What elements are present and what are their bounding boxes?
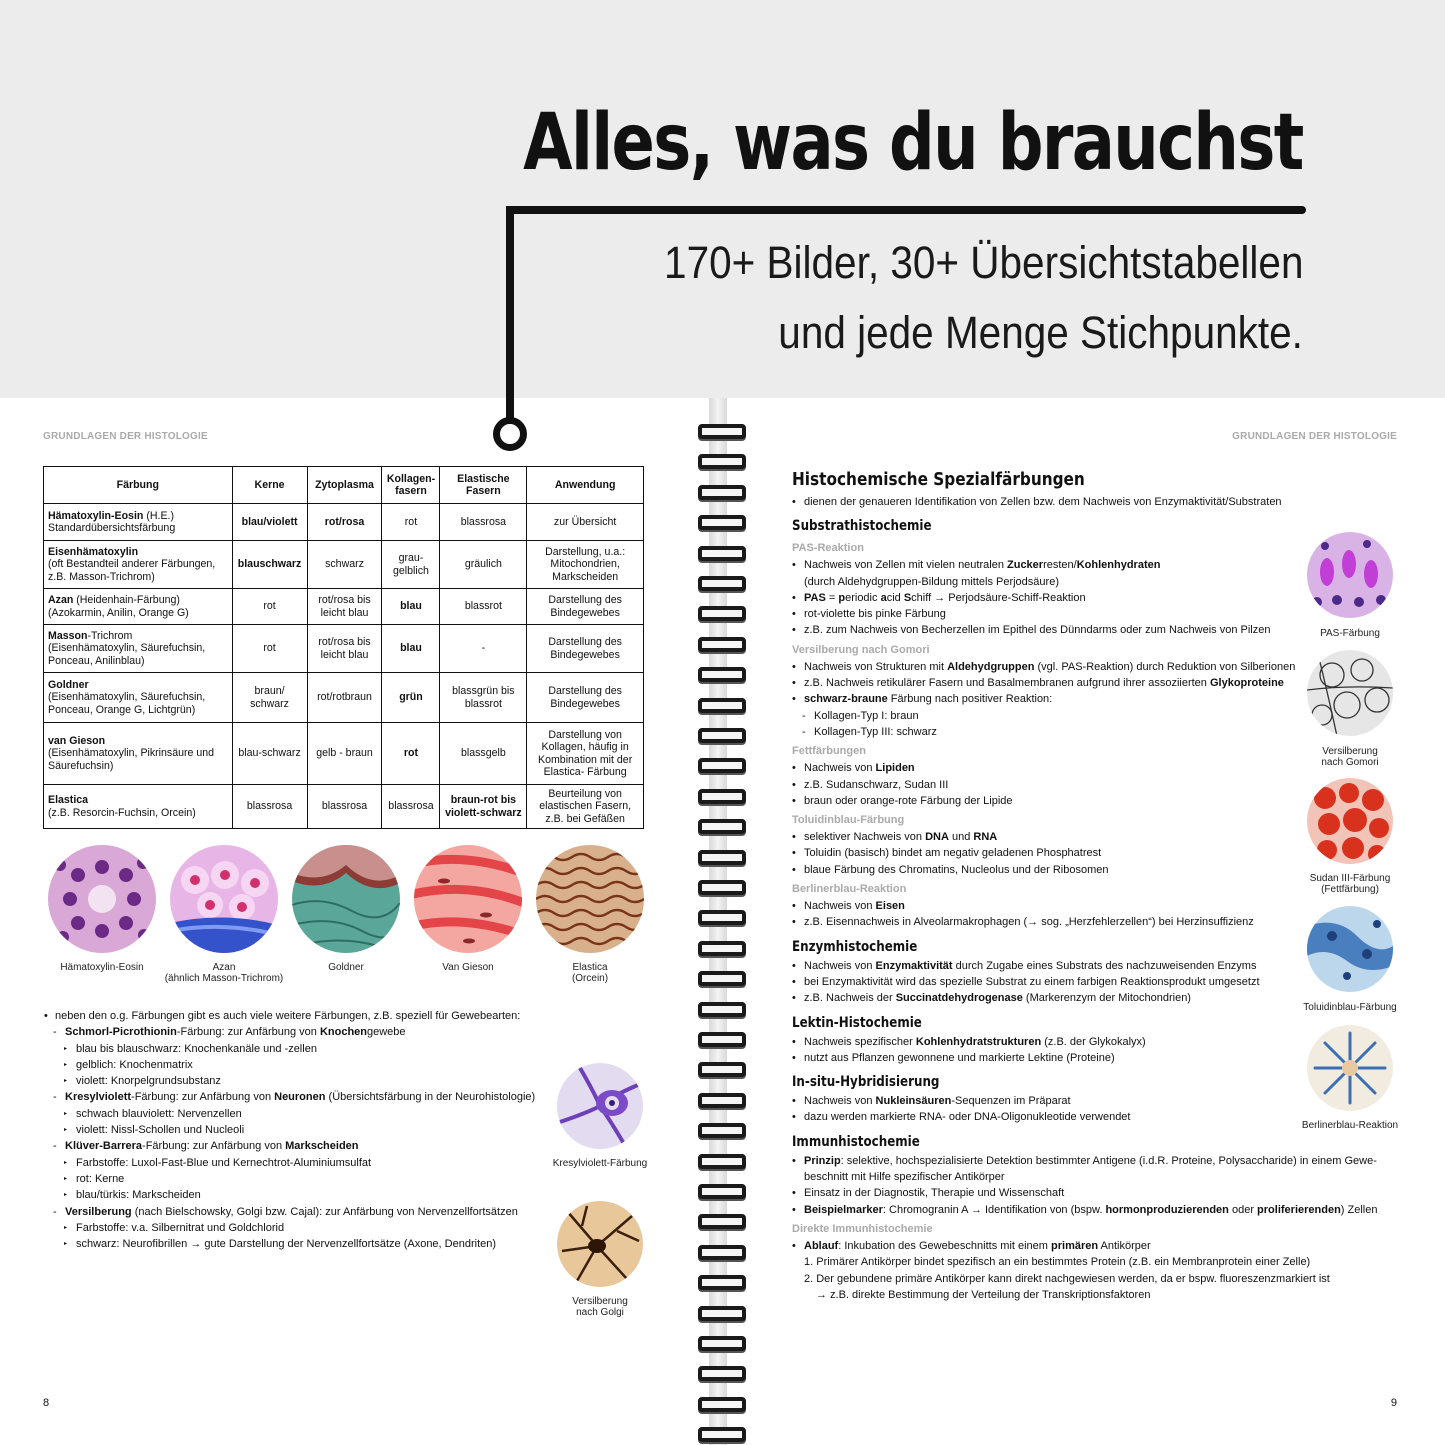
stain-name: Elastica [48, 794, 89, 807]
subsection-heading: Fettfärbungen [792, 745, 866, 758]
zytoplasma-cell: rot/rosa bis leicht blau [307, 625, 382, 673]
bold-text: proliferierenden [1257, 1203, 1341, 1216]
text: (z.B. der Glykokalyx) [1041, 1035, 1146, 1048]
goldner-stain-image [292, 845, 400, 953]
binding-ring [698, 1214, 746, 1229]
bold-text: Aldehydgruppen [947, 660, 1035, 673]
list-bold: Neuronen [274, 1091, 326, 1104]
text: Nachweis von Zellen mit vielen neutralen [804, 559, 1007, 572]
kerne-cell: braun/ schwarz [232, 673, 307, 723]
binding-ring [698, 819, 746, 834]
binding-ring [698, 1032, 746, 1047]
bold-text: DNA [925, 831, 949, 844]
list-item: • dazu werden markierte RNA- oder DNA-Oligonukleotide verwendet [792, 1109, 1392, 1125]
section-heading: Enzymhistochemie [792, 938, 918, 955]
text: = [825, 591, 839, 604]
special-stains-list [43, 1008, 553, 1252]
headline: Alles, was du brauchst [523, 98, 1303, 188]
list-text: -Färbung: zur Anfärbung von [142, 1140, 286, 1153]
stain-name: Hämatoxylin-Eosin [48, 509, 144, 522]
kerne-cell: blauschwarz [232, 541, 307, 589]
page-number-left: 8 [43, 1397, 50, 1409]
binding-ring [698, 1002, 746, 1017]
list-item [792, 1034, 1392, 1050]
text: Färbung nach positiver Reaktion: [887, 693, 1053, 706]
list-item: ▸ Farbstoffe: Luxol-Fast-Blue und Kernechtrot-Aluminiumsulfat [43, 1155, 553, 1171]
list-text: -Färbung: zur Anfärbung von [176, 1026, 320, 1039]
toluidin-stain-image [1307, 906, 1393, 992]
elastische-fasern-cell: blassrosa [440, 504, 527, 541]
binding-ring [698, 667, 746, 682]
stain-description: (Azokarmin, Anilin, Orange G) [48, 606, 189, 619]
text: : Inkubation des Gewebeschnitts mit einem [838, 1239, 1052, 1252]
caption-line: Azan [212, 962, 236, 973]
list-bold: Kresylviolett [65, 1091, 132, 1104]
stain-description: (Eisenhämatoxylin, Säurefuchsin, Ponceau, Orange G, Lichtgrün) [48, 691, 206, 716]
stain-name: Eisenhämatoxylin [48, 546, 139, 559]
text: z.B. Nachweis retikulärer Fasern und Basalmembranen aufgrund ihrer assoziierten [804, 677, 1210, 690]
list-item [43, 1204, 553, 1220]
van-gieson-stain-image [414, 845, 522, 953]
bold-text: Eisen [875, 900, 905, 913]
caption-line: nach Gomori [1321, 757, 1379, 768]
page-title: Histochemische Spezialfärbungen [792, 469, 1085, 490]
list-text: -Färbung: zur Anfärbung von [131, 1091, 275, 1104]
stain-name-cell [44, 541, 233, 589]
list-item: • rot-violette bis pinke Färbung [792, 606, 1392, 622]
list-bold: Schmorl-Picrothionin [65, 1026, 177, 1039]
stain-description: (Eisenhämatoxylin, Pikrinsäure und Säurefuchsin) [48, 747, 215, 772]
list-item: ▸ Farbstoffe: v.a. Silbernitrat und Goldchlorid [43, 1220, 553, 1236]
anwendung-cell: Darstellung des Bindegewebes [527, 625, 644, 673]
list-item: ▸ blau bis blauschwarz: Knochenkanäle und -zellen [43, 1041, 553, 1057]
stain-name-cell [44, 589, 233, 625]
list-item: • z.B. Sudanschwarz, Sudan III [792, 777, 1392, 793]
binding-ring [698, 424, 746, 439]
caption-line: Hämatoxylin-Eosin [60, 962, 144, 973]
text: Nachweis von [804, 900, 876, 913]
page-number-right: 9 [1390, 1397, 1397, 1409]
stain-name-cell [44, 625, 233, 673]
list-item: • neben den o.g. Färbungen gibt es auch viele weitere Färbungen, z.B. speziell für Gewebearten: [43, 1008, 553, 1024]
text: Nachweis von [804, 1095, 876, 1108]
list-item [792, 1202, 1392, 1218]
text: (Markerenzym der Mitochondrien) [1022, 992, 1191, 1005]
running-head-right: GRUNDLAGEN DER HISTOLOGIE [1232, 431, 1397, 442]
stain-table [43, 466, 644, 829]
elastische-fasern-cell: - [440, 625, 527, 673]
anwendung-cell: Darstellung von Kollagen, häufig in Kombination mit der Elastica- Färbung [527, 723, 644, 785]
bold-text: primären [1051, 1239, 1099, 1252]
binding-ring [698, 1366, 746, 1381]
table-row [44, 589, 644, 625]
stain-description: (Eisenhämatoxylin, Säurefuchsin, Ponceau, Anilinblau) [48, 642, 206, 667]
bold-text: a [880, 591, 887, 604]
kerne-cell: rot [232, 625, 307, 673]
binding-ring [698, 1093, 746, 1108]
berliner-stain-image [1307, 1025, 1393, 1111]
binding-ring [698, 1275, 746, 1290]
caption-line: (Orcein) [571, 973, 609, 984]
kerne-cell: rot [232, 589, 307, 625]
list-item [792, 691, 1392, 707]
list-item [792, 1153, 1392, 1169]
bold-text: Zucker [1007, 559, 1044, 572]
list-item-continuation: beschnitt mit Hilfe spezifischer Antikörper [804, 1171, 1005, 1184]
list-item: • z.B. Eisennachweis in Alveolarmakrophagen (→ sog. „Herzfehlerzellen“) bei Herzinsuffizienz [792, 914, 1392, 930]
text: Nachweis von [804, 762, 876, 775]
binding-ring [698, 485, 746, 500]
gomori-stain-image [1307, 650, 1393, 736]
elastische-fasern-cell: braun-rot bis violett-schwarz [440, 785, 527, 829]
kollagen-cell: blassrosa [382, 785, 440, 829]
list-item [43, 1024, 553, 1040]
binding-ring [698, 1397, 746, 1412]
bold-text: RNA [973, 831, 998, 844]
list-bold: Knochen [319, 1026, 367, 1039]
kollagen-cell: grün [382, 673, 440, 723]
section-heading: Immunhistochemie [792, 1133, 920, 1150]
caption-sudan [1299, 873, 1401, 895]
bold-text: Glykoproteine [1209, 677, 1284, 690]
column-header: Anwendung [527, 467, 644, 504]
bold-text: hormonproduzierenden [1105, 1203, 1229, 1216]
list-text: (Übersichtsfärbung in der Neurohistologie) [325, 1091, 536, 1104]
subsection-heading: Direkte Immunhistochemie [792, 1222, 933, 1235]
stain-name-suffix: (H.E.) [143, 509, 174, 522]
binding-ring [698, 910, 746, 925]
list-item: ▸ schwarz: Neurofibrillen → gute Darstellung der Nervenzellfortsätze (Axone, Dendriten) [43, 1236, 553, 1252]
caption-pas: PAS-Färbung [1320, 628, 1380, 639]
binding-ring [698, 637, 746, 652]
text: (vgl. PAS-Reaktion) durch Reduktion von Silberionen [1034, 660, 1296, 673]
kollagen-cell: grau-gelblich [382, 541, 440, 589]
caption-gomori [1299, 746, 1401, 768]
text: z.B. Nachweis der [804, 992, 896, 1005]
caption-elastica [532, 962, 648, 984]
text: und [948, 831, 974, 844]
list-item: • bei Enzymaktivität wird das spezielle Substrat zu einem farbigen Reaktionsprodukt umgesetzt [792, 974, 1392, 990]
table-header-row [44, 467, 644, 504]
zytoplasma-cell: rot/rotbraun [307, 673, 382, 723]
bold-text: p [838, 591, 846, 604]
list-item: ▸ violett: Nissl-Schollen und Nucleoli [43, 1122, 553, 1138]
caption-line: (ähnlich Masson-Trichrom) [164, 973, 284, 984]
bold-text: S [903, 591, 912, 604]
text: resten/ [1043, 559, 1077, 572]
elastische-fasern-cell: gräulich [440, 541, 527, 589]
section-heading: Substrathistochemie [792, 518, 932, 535]
stain-name-suffix: -Trichrom [87, 630, 133, 643]
elastica-stain-image [536, 845, 644, 953]
text: eriodic [845, 591, 881, 604]
caption-berliner: Berlinerblau-Reaktion [1301, 1120, 1399, 1131]
list-item: • Toluidin (basisch) bindet am negativ geladenen Phosphatrest [792, 845, 1392, 861]
list-item [792, 1093, 1392, 1109]
stain-name-suffix: (Heidenhain-Färbung) [73, 594, 180, 607]
bold-text: Beispielmarker [804, 1203, 883, 1216]
column-header: Kerne [232, 467, 307, 504]
text: Antikörper [1098, 1239, 1151, 1252]
anwendung-cell: Beurteilung von elastischen Fasern, z.B. bei Gefäßen [527, 785, 644, 829]
stain-name-cell [44, 785, 233, 829]
he-stain-image [48, 845, 156, 953]
list-item [43, 1089, 553, 1105]
running-head-left: GRUNDLAGEN DER HISTOLOGIE [43, 431, 208, 442]
table-row [44, 723, 644, 785]
list-item: • z.B. zum Nachweis von Becherzellen im Epithel des Dünndarms oder zum Nachweis von Pilzen [792, 622, 1392, 638]
zytoplasma-cell: schwarz [307, 541, 382, 589]
bold-text: Nukleinsäuren [875, 1095, 952, 1108]
stain-name: Goldner [48, 679, 89, 692]
section-heading: Lektin-Histochemie [792, 1014, 922, 1031]
caption-line: Versilberung [572, 1296, 628, 1307]
bold-text: Enzymaktivität [875, 959, 953, 972]
zytoplasma-cell: gelb - braun [307, 723, 382, 785]
binding-ring [698, 1427, 746, 1442]
anwendung-cell: zur Übersicht [527, 504, 644, 541]
stain-name: Masson [48, 630, 88, 643]
list-item: ▸ violett: Knorpelgrundsubstanz [43, 1073, 553, 1089]
text: Nachweis von [804, 959, 876, 972]
list-item: ▸ schwach blauviolett: Nervenzellen [43, 1106, 553, 1122]
caption-kresyl: Kresylviolett-Färbung [552, 1158, 648, 1169]
list-item [792, 659, 1392, 675]
list-item: • braun oder orange-rote Färbung der Lipide [792, 793, 1392, 809]
kollagen-cell: blau [382, 625, 440, 673]
anwendung-cell: Darstellung des Bindegewebes [527, 673, 644, 723]
caption-line: Elastica [572, 962, 608, 973]
golgi-stain-image [557, 1201, 643, 1287]
binding-ring [698, 1306, 746, 1321]
caption-line: (Fettfärbung) [1321, 884, 1379, 895]
list-item: • nutzt aus Pflanzen gewonnene und markierte Lektine (Proteine) [792, 1050, 1392, 1066]
binding-ring [698, 546, 746, 561]
kollagen-cell: rot [382, 723, 440, 785]
caption-line: Versilberung [1322, 746, 1378, 757]
anwendung-cell: Darstellung, u.a.: Mitochondrien, Markscheiden [527, 541, 644, 589]
caption-he [44, 962, 160, 973]
binding-ring [698, 606, 746, 621]
list-item: ▸ blau/türkis: Markscheiden [43, 1187, 553, 1203]
subsection-heading: PAS-Reaktion [792, 542, 864, 555]
list-item [792, 898, 1392, 914]
subline-1: 170+ Bilder, 30+ Übersichtstabellen [663, 237, 1303, 288]
list-text: gewebe [367, 1026, 406, 1039]
list-item [792, 590, 1392, 606]
bold-text: Kohlenhydraten [1076, 559, 1161, 572]
list-subitem: - Kollagen-Typ I: braun [792, 708, 1392, 724]
column-header: Elastische Fasern [440, 467, 527, 504]
anwendung-cell: Darstellung des Bindegewebes [527, 589, 644, 625]
caption-line: Goldner [328, 962, 364, 973]
connector-line-horizontal [506, 206, 1306, 214]
elastische-fasern-cell: blassgrün bis blassrot [440, 673, 527, 723]
list-bold: Markscheiden [285, 1140, 359, 1153]
list-item: • blaue Färbung des Chromatins, Nucleolus und der Ribosomen [792, 862, 1392, 878]
numbered-item: 1. Primärer Antikörper bindet spezifisch an ein bestimmtes Protein (z.B. ein Membranprotein einer Zelle) [804, 1256, 1311, 1269]
caption-azan [156, 962, 292, 984]
binding-ring [698, 941, 746, 956]
table-row [44, 785, 644, 829]
binding-ring [698, 454, 746, 469]
binding-ring [698, 1062, 746, 1077]
text: oder [1228, 1203, 1258, 1216]
column-header: Zytoplasma [307, 467, 382, 504]
binding-ring [698, 728, 746, 743]
table-row [44, 541, 644, 589]
caption-toluidin: Toluidinblau-Färbung [1303, 1002, 1397, 1013]
subsection-heading: Toluidinblau-Färbung [792, 814, 905, 827]
kerne-cell: blau-schwarz [232, 723, 307, 785]
text: : selektive, hochspezialisierte Detektion bestimmter Antigene (i.d.R. Proteine, Polysaccharide) in einem Gewe- [840, 1154, 1377, 1167]
sudan-stain-image [1307, 778, 1393, 864]
list-item: • dienen der genaueren Identifikation von Zellen bzw. dem Nachweis von Enzymaktivität/Substraten [792, 494, 1392, 510]
text: Nachweis von Strukturen mit [804, 660, 948, 673]
list-bold: Klüver-Barrera [65, 1140, 143, 1153]
caption-golgi [545, 1296, 655, 1318]
kerne-cell: blau/violett [232, 504, 307, 541]
binding-ring [698, 1245, 746, 1260]
binding-ring [698, 515, 746, 530]
kollagen-cell: rot [382, 504, 440, 541]
list-text: (nach Bielschowsky, Golgi bzw. Cajal): zur Anfärbung von Nervenzellfortsätzen [131, 1205, 518, 1218]
zytoplasma-cell: blassrosa [307, 785, 382, 829]
subline-2: und jede Menge Stichpunkte. [778, 307, 1303, 358]
kerne-cell: blassrosa [232, 785, 307, 829]
table-row [44, 625, 644, 673]
elastische-fasern-cell: blassgelb [440, 723, 527, 785]
list-item [792, 557, 1392, 573]
binding-ring [698, 576, 746, 591]
caption-line: Sudan III-Färbung [1309, 873, 1391, 884]
binding-ring [698, 789, 746, 804]
kollagen-cell: blau [382, 589, 440, 625]
text: ) Zellen [1340, 1203, 1378, 1216]
stain-name: Azan [48, 594, 74, 607]
binding-ring [698, 758, 746, 773]
binding-ring [698, 1154, 746, 1169]
bold-text: Ablauf [804, 1239, 839, 1252]
stain-name-cell [44, 673, 233, 723]
list-bold: Versilberung [65, 1205, 132, 1218]
connector-line-vertical [506, 206, 514, 424]
pas-stain-image [1307, 532, 1393, 618]
azan-stain-image [170, 845, 278, 953]
column-header: Kollagen-fasern [382, 467, 440, 504]
subsection-heading: Berlinerblau-Reaktion [792, 883, 907, 896]
binding-ring [698, 880, 746, 895]
bold-text: PAS [804, 591, 826, 604]
list-item [792, 829, 1392, 845]
list-item: ▸ gelblich: Knochenmatrix [43, 1057, 553, 1073]
stain-description: Standardübersichtsfärbung [48, 522, 176, 534]
connector-knob [493, 417, 527, 451]
binding-ring [698, 1184, 746, 1199]
section-heading: In-situ-Hybridisierung [792, 1074, 940, 1091]
column-header: Färbung [44, 467, 233, 504]
binding-ring [698, 1123, 746, 1138]
zytoplasma-cell: rot/rosa [307, 504, 382, 541]
text: Nachweis spezifischer [804, 1035, 916, 1048]
list-item-continuation: (durch Aldehydgruppen-Bildung mittels Perjodsäure) [804, 575, 1059, 588]
numbered-item-continuation: → z.B. direkte Bestimmung der Verteilung der Transkriptionsfaktoren [816, 1288, 1151, 1301]
list-item [792, 675, 1392, 691]
caption-line: nach Golgi [576, 1307, 624, 1318]
kresyl-stain-image [557, 1063, 643, 1149]
caption-van-gieson [410, 962, 526, 973]
bold-text: Prinzip [804, 1154, 841, 1167]
list-item [43, 1138, 553, 1154]
zytoplasma-cell: rot/rosa bis leicht blau [307, 589, 382, 625]
binding-ring [698, 1336, 746, 1351]
text: cid [886, 591, 904, 604]
bold-text: schwarz-braune [804, 693, 888, 706]
text: -Sequenzen im Präparat [951, 1095, 1071, 1108]
text: selektiver Nachweis von [804, 831, 926, 844]
list-item: ▸ rot: Kerne [43, 1171, 553, 1187]
caption-line: Van Gieson [442, 962, 494, 973]
bold-text: Succinatdehydrogenase [895, 992, 1023, 1005]
binding-ring [698, 971, 746, 986]
table-row [44, 504, 644, 541]
table-row [44, 673, 644, 723]
stain-name-cell [44, 723, 233, 785]
binding-ring [698, 850, 746, 865]
text: durch Zugabe eines Substrats des nachzuweisenden Enzyms [952, 959, 1257, 972]
binding-ring [698, 698, 746, 713]
stain-description: (oft Bestandteil anderer Färbungen, z.B. Masson-Trichrom) [48, 558, 216, 583]
caption-goldner [288, 962, 404, 973]
stain-description: (z.B. Resorcin-Fuchsin, Orcein) [48, 806, 196, 819]
elastische-fasern-cell: blassrot [440, 589, 527, 625]
list-item: • Einsatz in der Diagnostik, Therapie und Wissenschaft [792, 1185, 1392, 1201]
bold-text: Kohlenhydratstrukturen [915, 1035, 1042, 1048]
subsection-heading: Versilberung nach Gomori [792, 643, 930, 656]
text: chiff → Perjodsäure-Schiff-Reaktion [911, 591, 1086, 604]
list-subitem: - Kollagen-Typ III: schwarz [792, 724, 1392, 740]
numbered-item: 2. Der gebundene primäre Antikörper kann direkt nachgewiesen werden, da er bspw. fluoreszenzmarkiert ist [804, 1272, 1330, 1285]
list-item [792, 1238, 1392, 1254]
list-item [792, 958, 1392, 974]
bold-text: Lipiden [875, 762, 915, 775]
text: : Chromogranin A → Identifikation von (bspw. [882, 1203, 1106, 1216]
stain-name: van Gieson [48, 735, 106, 748]
stain-name-cell [44, 504, 233, 541]
